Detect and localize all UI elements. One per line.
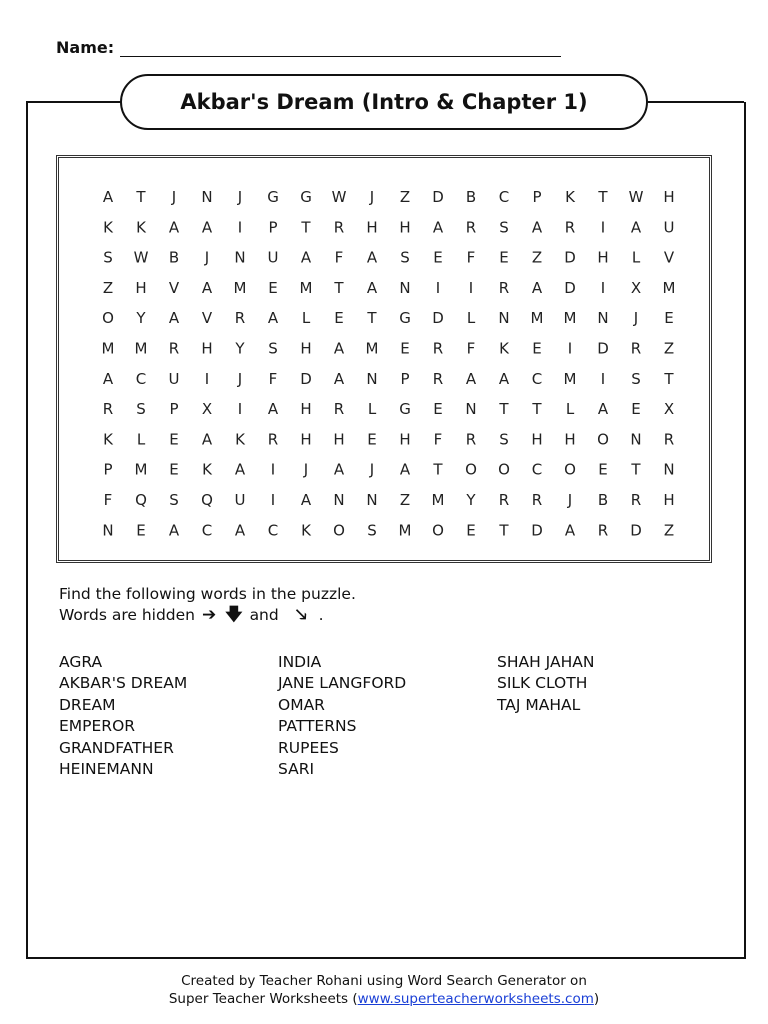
- grid-letter: D: [630, 521, 642, 540]
- grid-letter: H: [300, 400, 312, 419]
- grid-letter: F: [334, 248, 344, 267]
- grid-letter: E: [400, 339, 410, 358]
- grid-letter: S: [499, 218, 509, 237]
- grid-letter: Q: [201, 491, 213, 509]
- grid-letter: R: [432, 369, 444, 388]
- grid-letter: L: [136, 430, 146, 449]
- grid-letter: A: [201, 218, 213, 237]
- grid-letter: S: [136, 400, 146, 419]
- grid-letter: O: [333, 521, 345, 540]
- grid-letter: A: [168, 218, 180, 237]
- grid-letter: I: [600, 278, 606, 297]
- grid-letter: U: [168, 369, 180, 388]
- grid-letter: S: [400, 248, 410, 267]
- grid-letter: T: [334, 278, 344, 297]
- word-list-col2: [278, 652, 406, 780]
- grid-letter: R: [465, 430, 477, 449]
- grid-letter: B: [465, 188, 477, 206]
- grid-letter: X: [630, 278, 642, 297]
- grid-letter: O: [465, 460, 477, 479]
- frame-top-right: [648, 101, 744, 103]
- word-item: SARI: [278, 760, 315, 779]
- grid-letter: H: [597, 248, 609, 267]
- grid-letter: D: [564, 248, 576, 267]
- grid-letter: R: [663, 430, 675, 449]
- grid-letter: B: [168, 248, 180, 267]
- grid-letter: A: [234, 460, 246, 479]
- grid-letter: V: [663, 248, 675, 267]
- grid-letter: I: [435, 278, 441, 297]
- grid-letter: T: [499, 400, 509, 419]
- grid-letter: I: [204, 369, 210, 388]
- grid-letter: S: [169, 491, 179, 509]
- word-item: AGRA: [59, 653, 103, 671]
- grid-letter: C: [267, 521, 279, 540]
- grid-letter: M: [299, 278, 313, 297]
- word-item: HEINEMANN: [59, 760, 154, 779]
- grid-letter: L: [301, 309, 311, 328]
- grid-letter: W: [628, 188, 644, 206]
- grid-letter: X: [201, 400, 213, 419]
- grid-letter: V: [168, 278, 180, 297]
- grid-letter: T: [433, 460, 443, 479]
- grid-letter: K: [235, 430, 245, 449]
- grid-letter: J: [633, 309, 639, 328]
- grid-letter: F: [466, 248, 476, 267]
- grid-letter: M: [563, 369, 577, 388]
- grid-letter: N: [201, 188, 213, 206]
- grid-letter: H: [333, 430, 345, 449]
- instructions: [59, 584, 356, 626]
- grid-letter: S: [499, 430, 509, 449]
- website-link[interactable]: www.superteacherworksheets.com: [357, 991, 594, 1007]
- footer-line1: Created by Teacher Rohani using Word Search Generator on: [181, 973, 587, 989]
- footer-suffix: ): [593, 991, 600, 1007]
- grid-letter: R: [234, 309, 246, 328]
- grid-letter: N: [465, 400, 477, 419]
- grid-letter: R: [333, 400, 345, 419]
- grid-letter: Y: [136, 309, 146, 328]
- grid-letter: T: [301, 218, 311, 237]
- grid-letter: A: [366, 248, 378, 267]
- grid-letter: J: [369, 460, 375, 479]
- grid-letter: K: [301, 521, 311, 540]
- grid-letter: E: [268, 278, 278, 297]
- grid-letter: K: [202, 460, 212, 479]
- grid-letter: V: [201, 309, 213, 328]
- grid-letter: E: [433, 400, 443, 419]
- grid-letter: F: [433, 430, 443, 449]
- grid-letter: Y: [235, 339, 245, 358]
- grid-letter: E: [433, 248, 443, 267]
- grid-letter: Q: [135, 491, 147, 509]
- grid-letter: J: [303, 460, 309, 479]
- grid-letter: N: [663, 460, 675, 479]
- grid-letter: R: [333, 218, 345, 237]
- grid-letter: H: [399, 430, 411, 449]
- grid-letter: A: [168, 521, 180, 540]
- grid-letter: D: [432, 188, 444, 206]
- grid-letter: E: [169, 430, 179, 449]
- grid-letter: R: [267, 430, 279, 449]
- grid-letter: O: [432, 521, 444, 540]
- grid-letter: P: [268, 218, 278, 237]
- frame-top-left: [26, 101, 122, 103]
- grid-letter: I: [567, 339, 573, 358]
- grid-letter: L: [565, 400, 575, 419]
- grid-letter: A: [300, 491, 312, 509]
- grid-letter: G: [300, 188, 312, 206]
- grid-letter: A: [531, 278, 543, 297]
- grid-letter: E: [499, 248, 509, 267]
- word-item: GRANDFATHER: [59, 738, 174, 757]
- grid-letter: A: [564, 521, 576, 540]
- grid-letter: T: [367, 309, 377, 328]
- grid-letter: W: [331, 188, 347, 206]
- grid-letter: F: [466, 339, 476, 358]
- instructions-line1: Find the following words in the puzzle.: [59, 585, 356, 603]
- grid-letter: H: [531, 430, 543, 449]
- grid-letter: A: [531, 218, 543, 237]
- grid-letter: P: [103, 460, 113, 479]
- grid-letter: M: [101, 339, 115, 358]
- grid-letter: A: [201, 430, 213, 449]
- grid-letter: E: [169, 460, 179, 479]
- grid-letter: M: [233, 278, 247, 297]
- grid-letter: D: [564, 278, 576, 297]
- word-item: PATTERNS: [278, 717, 357, 736]
- grid-letter: P: [400, 369, 410, 388]
- word-item: AKBAR'S DREAM: [59, 674, 188, 693]
- grid-letter: Y: [466, 491, 476, 509]
- grid-letter: M: [134, 339, 148, 358]
- grid-letter: L: [466, 309, 476, 328]
- grid-letter: U: [663, 218, 675, 237]
- name-label: Name:: [56, 38, 115, 57]
- grid-letter: A: [201, 278, 213, 297]
- grid-letter: E: [367, 430, 377, 449]
- grid-letter: R: [102, 400, 114, 419]
- grid-letter: A: [333, 460, 345, 479]
- grid-letter: O: [498, 460, 510, 479]
- grid-letter: F: [103, 491, 113, 509]
- grid-letter: R: [465, 218, 477, 237]
- grid-letter: H: [135, 278, 147, 297]
- grid-letter: X: [663, 400, 675, 419]
- word-item: SILK CLOTH: [497, 674, 588, 693]
- grid-letter: E: [136, 521, 146, 540]
- grid-letter: Z: [663, 339, 675, 358]
- grid-letter: T: [664, 369, 674, 388]
- grid-letter: I: [600, 369, 606, 388]
- grid-letter: N: [234, 248, 246, 267]
- grid-letter: F: [268, 369, 278, 388]
- grid-letter: O: [597, 430, 609, 449]
- grid-letter: R: [564, 218, 576, 237]
- grid-letter: G: [399, 309, 411, 328]
- instructions-and: and: [249, 606, 279, 624]
- grid-letter: J: [171, 188, 177, 206]
- grid-letter: I: [237, 400, 243, 419]
- instructions-prefix: Words are hidden: [59, 606, 196, 624]
- grid-letter: C: [498, 188, 510, 206]
- grid-letter: E: [532, 339, 542, 358]
- grid-letter: S: [367, 521, 377, 540]
- grid-letter: A: [267, 400, 279, 419]
- grid-letter: R: [630, 491, 642, 509]
- grid-letter: R: [168, 339, 180, 358]
- grid-letter: H: [300, 339, 312, 358]
- grid-letter: H: [564, 430, 576, 449]
- grid-letter: L: [631, 248, 641, 267]
- grid-letter: P: [169, 400, 179, 419]
- grid-letter: D: [432, 309, 444, 328]
- grid-letter: D: [597, 339, 609, 358]
- arrow-diagonal-icon: 🡖: [295, 605, 307, 625]
- grid-letter: O: [564, 460, 576, 479]
- word-item: RUPEES: [278, 738, 339, 757]
- grid-letter: T: [532, 400, 542, 419]
- grid-letter: L: [367, 400, 377, 419]
- grid-letter: N: [630, 430, 642, 449]
- grid-letter: J: [237, 188, 243, 206]
- grid-letter: A: [597, 400, 609, 419]
- grid-letter: R: [432, 339, 444, 358]
- grid-letter: A: [366, 278, 378, 297]
- grid-letter: K: [103, 218, 113, 237]
- grid-letter: E: [598, 460, 608, 479]
- grid-letter: E: [664, 309, 674, 328]
- grid-letter: C: [531, 369, 543, 388]
- word-list-col3: [497, 652, 594, 716]
- grid-letter: M: [365, 339, 379, 358]
- grid-letter: R: [498, 278, 510, 297]
- grid-letter: Z: [663, 521, 675, 540]
- grid-letter: E: [334, 309, 344, 328]
- footer-line2: [0, 990, 768, 1008]
- grid-letter: A: [300, 248, 312, 267]
- word-item: INDIA: [278, 653, 322, 671]
- grid-letter: T: [631, 460, 641, 479]
- name-field-line[interactable]: [120, 56, 561, 57]
- grid-letter: A: [168, 309, 180, 328]
- grid-letter: J: [204, 248, 210, 267]
- grid-letter: E: [466, 521, 476, 540]
- grid-letter: Z: [399, 188, 411, 206]
- page-title: Akbar's Dream (Intro & Chapter 1): [180, 90, 588, 114]
- arrow-down-icon: 🡇: [225, 605, 243, 625]
- grid-letter: A: [432, 218, 444, 237]
- grid-letter: M: [563, 309, 577, 328]
- grid-letter: R: [498, 491, 510, 509]
- grid-letter: C: [201, 521, 213, 540]
- instructions-end: .: [318, 606, 324, 624]
- grid-letter: N: [597, 309, 609, 328]
- grid-letter: D: [531, 521, 543, 540]
- grid-letter: T: [499, 521, 509, 540]
- grid-letter: B: [597, 491, 609, 509]
- grid-letter: M: [530, 309, 544, 328]
- grid-letter: N: [399, 278, 411, 297]
- grid-letter: S: [268, 339, 278, 358]
- grid-letter: I: [270, 460, 276, 479]
- grid-letter: A: [465, 369, 477, 388]
- grid-letter: W: [133, 248, 149, 267]
- grid-letter: Z: [102, 278, 114, 297]
- footer-prefix: Super Teacher Worksheets (: [168, 991, 358, 1007]
- grid-letter: M: [134, 460, 148, 479]
- grid-letter: H: [366, 218, 378, 237]
- grid-letter: C: [135, 369, 147, 388]
- footer: [0, 972, 768, 1008]
- grid-letter: U: [234, 491, 246, 509]
- instructions-line2: [59, 605, 356, 626]
- grid-letter: Z: [531, 248, 543, 267]
- grid-letter: C: [531, 460, 543, 479]
- word-item: TAJ MAHAL: [497, 695, 581, 714]
- grid-letter: K: [103, 430, 113, 449]
- grid-letter: R: [597, 521, 609, 540]
- grid-letter: G: [267, 188, 279, 206]
- grid-letter: H: [201, 339, 213, 358]
- grid-letter: J: [237, 369, 243, 388]
- grid-letter: H: [300, 430, 312, 449]
- grid-letter: A: [630, 218, 642, 237]
- grid-letter: I: [237, 218, 243, 237]
- grid-letter: U: [267, 248, 279, 267]
- grid-letter: D: [300, 369, 312, 388]
- arrow-right-icon: ➔: [201, 605, 217, 625]
- grid-letter: N: [366, 491, 378, 509]
- grid-letter: E: [631, 400, 641, 419]
- grid-letter: N: [102, 521, 114, 540]
- grid-letter: A: [102, 188, 114, 206]
- grid-letter: H: [399, 218, 411, 237]
- grid-letter: A: [102, 369, 114, 388]
- grid-letter: H: [663, 491, 675, 509]
- grid-letter: R: [630, 339, 642, 358]
- grid-letter: A: [234, 521, 246, 540]
- grid-letter: N: [366, 369, 378, 388]
- grid-letter: J: [567, 491, 573, 509]
- grid-letter: A: [333, 339, 345, 358]
- grid-letter: N: [333, 491, 345, 509]
- grid-letter: I: [600, 218, 606, 237]
- grid-letter: R: [531, 491, 543, 509]
- grid-letter: K: [499, 339, 509, 358]
- word-item: DREAM: [59, 695, 116, 714]
- grid-letter: A: [267, 309, 279, 328]
- word-item: EMPEROR: [59, 717, 136, 736]
- word-item: JANE LANGFORD: [278, 674, 407, 693]
- grid-letter: M: [662, 278, 676, 297]
- grid-letter: S: [103, 248, 113, 267]
- letter-grid: [59, 158, 709, 560]
- grid-letter: H: [663, 188, 675, 206]
- grid-letter: S: [631, 369, 641, 388]
- grid-letter: G: [399, 400, 411, 419]
- grid-letter: I: [270, 491, 276, 509]
- grid-letter: I: [468, 278, 474, 297]
- grid-letter: A: [498, 369, 510, 388]
- word-list-col1: [59, 652, 187, 780]
- grid-letter: M: [398, 521, 412, 540]
- word-item: OMAR: [278, 695, 325, 714]
- grid-letter: T: [136, 188, 146, 206]
- grid-letter: O: [102, 309, 114, 328]
- word-item: SHAH JAHAN: [497, 653, 595, 671]
- grid-letter: Z: [399, 491, 411, 509]
- grid-letter: A: [399, 460, 411, 479]
- grid-letter: K: [565, 188, 575, 206]
- title-banner: [120, 74, 648, 130]
- grid-letter: J: [369, 188, 375, 206]
- grid-letter: A: [333, 369, 345, 388]
- grid-letter: K: [136, 218, 146, 237]
- grid-letter: T: [598, 188, 608, 206]
- grid-letter: N: [498, 309, 510, 328]
- grid-letter: P: [532, 188, 542, 206]
- word-search-grid: [56, 155, 712, 563]
- grid-letter: M: [431, 491, 445, 509]
